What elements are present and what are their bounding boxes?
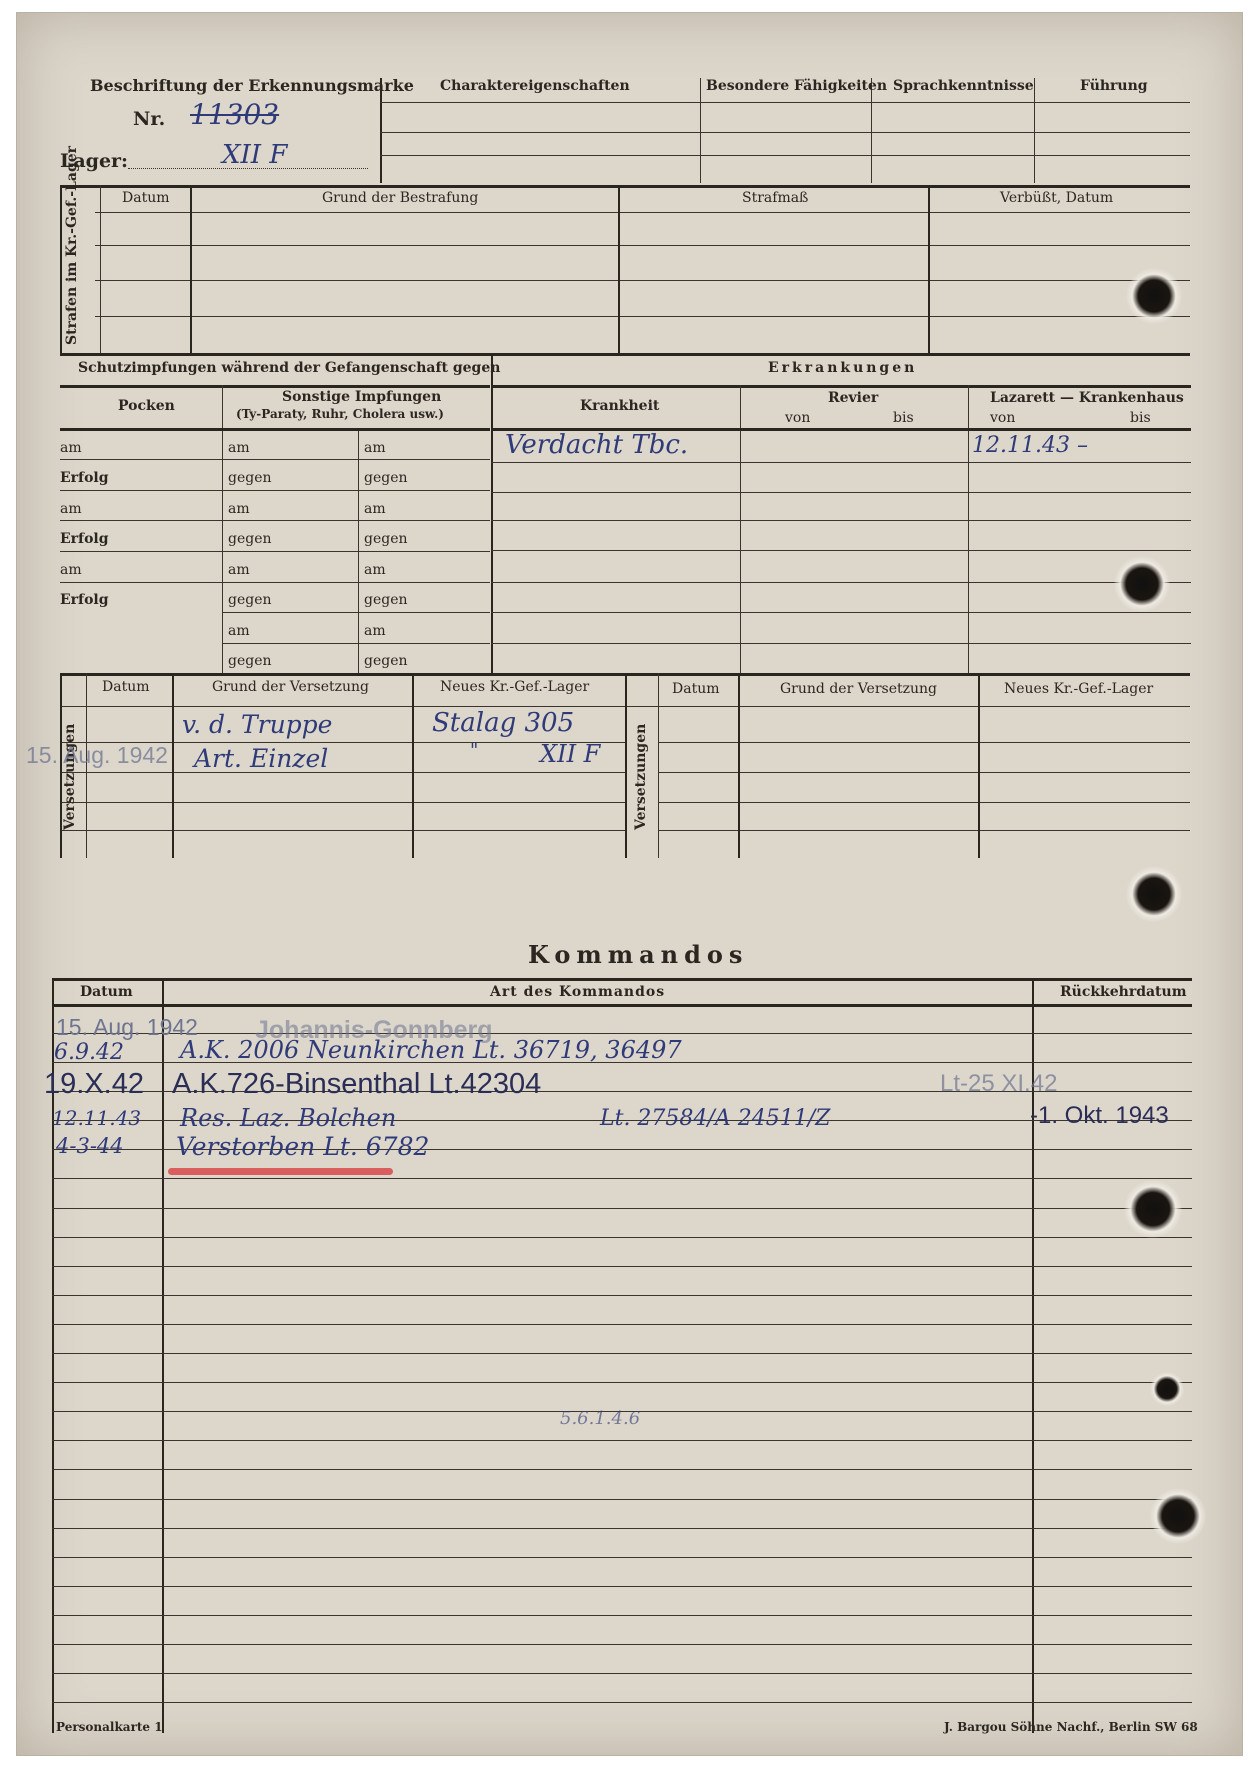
sonstige-a-3: am xyxy=(228,501,250,517)
sonstige-a-7: am xyxy=(228,623,250,639)
lager-value: XII F xyxy=(222,140,288,170)
versetzung-row1-grund: v. d. Truppe xyxy=(182,710,333,739)
rule xyxy=(1034,78,1035,183)
sonstige-a-5: am xyxy=(228,562,250,578)
rule xyxy=(700,78,701,183)
revier-header: Revier xyxy=(828,390,879,406)
versetzungen-side-label-right: Versetzungen xyxy=(633,723,649,831)
kommando-row-line xyxy=(52,1237,1192,1238)
rule xyxy=(60,551,490,552)
kommando-row3-art: A.K.726-Binsenthal Lt.42304 xyxy=(172,1068,542,1100)
lazarett-entry: 12.11.43 – xyxy=(972,433,1088,458)
krankheit-entry: Verdacht Tbc. xyxy=(505,430,689,460)
rule xyxy=(60,459,490,460)
kommando-row-line xyxy=(52,1353,1192,1354)
vers-grund-header-r: Grund der Versetzung xyxy=(780,681,937,697)
rule xyxy=(60,490,490,491)
pocken-erfolg-1: Erfolg xyxy=(60,470,109,486)
rule xyxy=(491,353,493,673)
kommando-row-line xyxy=(52,1673,1192,1674)
kommando-datum-header: Datum xyxy=(80,984,133,1000)
punch-hole xyxy=(1150,1488,1206,1544)
sprachen-header: Sprachkenntnisse xyxy=(893,78,1034,94)
beschriftung-label: Beschriftung der Erkennungsmarke xyxy=(90,76,414,95)
kommando-row-line xyxy=(52,1528,1192,1529)
sonstige-b-5: am xyxy=(364,562,386,578)
strafen-grund-header: Grund der Bestrafung xyxy=(322,190,479,206)
strafen-side-label: Strafen im Kr.-Gef.-Lager xyxy=(64,145,80,345)
rule xyxy=(625,673,627,858)
versetzung-row2-lager: XII F xyxy=(540,740,601,768)
nr-label: Nr. xyxy=(133,108,166,130)
fuehrung-header: Führung xyxy=(1080,78,1148,94)
strafen-datum-header: Datum xyxy=(122,190,170,206)
footer-left: Personalkarte 1 xyxy=(56,1720,163,1734)
nr-value: 11303 xyxy=(190,98,280,131)
rule xyxy=(60,385,490,388)
kommando-row-line xyxy=(52,1615,1192,1616)
faehigkeiten-header: Besondere Fähigkeiten xyxy=(706,78,888,94)
krankheit-header: Krankheit xyxy=(580,398,660,414)
revier-von: von xyxy=(785,410,811,426)
punch-hole xyxy=(1114,556,1170,612)
rule xyxy=(380,102,1190,103)
sonstige-b-2: gegen xyxy=(364,470,408,486)
kommando-row-line xyxy=(52,1033,1192,1034)
revier-bis: bis xyxy=(893,410,914,426)
rule xyxy=(491,462,1191,463)
rule xyxy=(95,316,1190,317)
rule xyxy=(738,673,740,858)
kommando-row-line xyxy=(52,1499,1192,1500)
vers-grund-header-l: Grund der Versetzung xyxy=(212,679,369,695)
kommando-row5-art: Verstorben Lt. 6782 xyxy=(176,1132,430,1161)
sonstige-b-4: gegen xyxy=(364,531,408,547)
rule xyxy=(222,612,490,613)
pocken-header: Pocken xyxy=(118,398,175,414)
pocken-erfolg-2: Erfolg xyxy=(60,531,109,547)
kommando-row-line xyxy=(52,1324,1192,1325)
sonstige-a-2: gegen xyxy=(228,470,272,486)
rule xyxy=(60,353,1190,356)
versetzung-row1-lager: Stalag 305 xyxy=(432,708,575,738)
kommando-row-line xyxy=(52,1382,1192,1383)
pocken-am-2: am xyxy=(60,501,82,517)
lazarett-header: Lazarett — Krankenhaus xyxy=(990,390,1184,406)
kommando-row4-datum: 12.11.43 xyxy=(52,1106,142,1130)
pocken-erfolg-3: Erfolg xyxy=(60,592,109,608)
kommando-row-line xyxy=(52,1469,1192,1470)
kommando-row1-art: Johannis-Gonnberg xyxy=(255,1016,493,1044)
vers-lager-header-r: Neues Kr.-Gef.-Lager xyxy=(1004,681,1154,697)
sonstige-b-7: am xyxy=(364,623,386,639)
rule xyxy=(658,673,659,858)
kommando-row3-datum: 19.X.42 xyxy=(44,1068,144,1100)
sonstige-b-3: am xyxy=(364,501,386,517)
rule xyxy=(60,830,625,831)
rule xyxy=(190,185,192,353)
kommando-row1-datum: 15. Aug. 1942 xyxy=(56,1014,198,1040)
verbuesst-header: Verbüßt, Datum xyxy=(1000,190,1114,206)
sonstige-b-8: gegen xyxy=(364,653,408,669)
rule xyxy=(491,550,1191,551)
kommando-row2-art: A.K. 2006 Neunkirchen Lt. 36719, 36497 xyxy=(180,1036,682,1064)
kommando-row3-rueck: Lt-25 XI.42 xyxy=(940,1070,1058,1097)
rule xyxy=(60,185,62,353)
rule xyxy=(95,212,1190,213)
kommando-row4-extra: Lt. 27584/A 24511/Z xyxy=(600,1106,831,1131)
sonstige-subheader: (Ty-Paraty, Ruhr, Cholera usw.) xyxy=(236,407,444,421)
kommando-row-line xyxy=(52,1440,1192,1441)
strafmass-header: Strafmaß xyxy=(742,190,809,206)
rueckkehr-header: Rückkehrdatum xyxy=(1060,984,1187,1000)
rule xyxy=(380,132,1190,133)
kommando-row-line xyxy=(52,1295,1192,1296)
kommando-row-line xyxy=(52,1586,1192,1587)
rule xyxy=(491,612,1191,613)
versetzungen-side-label-left: Versetzungen xyxy=(62,723,78,831)
rule xyxy=(60,428,490,431)
rule xyxy=(60,520,490,521)
rule xyxy=(52,1004,1192,1007)
rule xyxy=(60,802,625,803)
header-divider xyxy=(380,78,382,183)
sonstige-a-4: gegen xyxy=(228,531,272,547)
punch-hole xyxy=(1124,1180,1182,1238)
rule xyxy=(60,772,625,773)
rule xyxy=(491,492,1191,493)
vers-datum-header-r: Datum xyxy=(672,681,720,697)
personalkarte-sheet xyxy=(16,12,1243,1756)
kommando-row-line xyxy=(52,1644,1192,1645)
rule xyxy=(928,185,930,353)
pocken-am-1: am xyxy=(60,440,82,456)
rule xyxy=(222,643,490,644)
sonstige-header: Sonstige Impfungen xyxy=(282,389,442,405)
kommandos-title: Kommandos xyxy=(528,940,749,969)
rule xyxy=(100,185,101,353)
sonstige-a-1: am xyxy=(228,440,250,456)
rule xyxy=(60,185,1190,188)
rule xyxy=(95,245,1190,246)
sonstige-a-8: gegen xyxy=(228,653,272,669)
versetzung-row2-grund: Art. Einzel xyxy=(194,744,329,773)
punch-hole xyxy=(1126,268,1182,324)
kommando-row2-datum: 6.9.42 xyxy=(54,1040,124,1065)
kommando-row5-datum: 4-3-44 xyxy=(56,1134,124,1158)
kommando-row4-rueck: -1. Okt. 1943 xyxy=(1030,1102,1169,1129)
rule xyxy=(60,582,490,583)
vers-datum-header-l: Datum xyxy=(102,679,150,695)
rule xyxy=(491,582,1191,583)
rule xyxy=(412,673,414,858)
kommando-row-line xyxy=(52,1557,1192,1558)
rule xyxy=(52,978,1192,981)
kommando-art-header: Art des Kommandos xyxy=(490,984,666,1000)
rule xyxy=(618,185,620,353)
punch-hole xyxy=(1150,1372,1184,1406)
kommando-pencil-note: 5.6.1.4.6 xyxy=(560,1408,641,1429)
rule xyxy=(491,520,1191,521)
lager-label: Lager: xyxy=(60,150,129,172)
charakter-header: Charaktereigenschaften xyxy=(440,78,630,94)
kommando-row-line xyxy=(52,1266,1192,1267)
rule xyxy=(978,673,980,858)
pocken-am-3: am xyxy=(60,562,82,578)
versetzung-stamp-date: 15. Aug. 1942 xyxy=(26,742,168,768)
kommando-row-line xyxy=(52,1178,1192,1179)
kommando-row-line xyxy=(52,1702,1192,1703)
sonstige-a-6: gegen xyxy=(228,592,272,608)
erkrankungen-title: Erkrankungen xyxy=(768,360,918,376)
kommando-row4-art: Res. Laz. Bolchen xyxy=(180,1104,397,1132)
rule xyxy=(491,643,1191,644)
punch-hole xyxy=(1126,866,1182,922)
rule xyxy=(172,673,174,858)
lazarett-von: von xyxy=(990,410,1016,426)
red-underline xyxy=(168,1168,393,1175)
rule xyxy=(491,385,1191,388)
lazarett-bis: bis xyxy=(1130,410,1151,426)
footer-right: J. Bargou Söhne Nachf., Berlin SW 68 xyxy=(944,1720,1198,1734)
rule xyxy=(95,280,1190,281)
kommando-row-line xyxy=(52,1208,1192,1209)
impfungen-title: Schutzimpfungen während der Gefangenschaft gegen xyxy=(78,360,501,376)
rule xyxy=(380,155,1190,156)
sonstige-b-1: am xyxy=(364,440,386,456)
sonstige-b-6: gegen xyxy=(364,592,408,608)
vers-lager-header-l: Neues Kr.-Gef.-Lager xyxy=(440,679,590,695)
